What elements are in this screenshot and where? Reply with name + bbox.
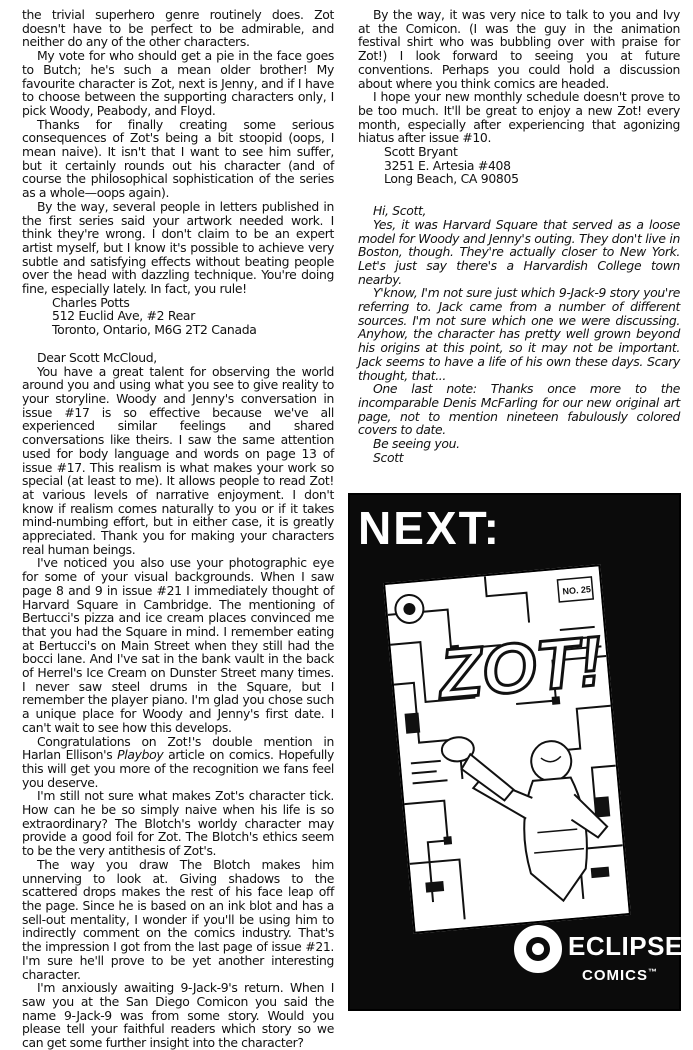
letter2-paragraph-4: I'm still not sure what makes Zot's character tick. How can he be so simply naive when his life is so extraordinary? The Blotch's worldy character may provide a good foil for Zot. The Blotch's ethics seem to be the very antithesis of Zot's. <box>22 788 334 859</box>
eclipse-logo-icon <box>514 925 562 973</box>
letter1-signature-name: Charles Potts <box>52 294 130 310</box>
letter2-paragraph-3 <box>22 735 334 790</box>
letter1-paragraph-3: Thanks for finally creating some serious consequences of Zot's being a bit stoopid (oops, I mean naive). It isn't that I want to see him suffer, but it certainly rounds out his character (and of course the philosophical sophistication of the series as a whole—oops again). <box>22 116 334 201</box>
p7-part-a: Congratulations on Zot!'s double mention in Harlan Ellison's <box>22 733 334 763</box>
letter2-paragraph-5: The way you draw The Blotch makes him unnerving to look at. Giving shadows to the scattered drops makes the rest of his face leap off the page. Since he is based on an ink blot and has a sell-out mentality, I wonder if you'll be using him to indirectly comment on the comics industry. That's the impression I got from the last page of issue #21. I'm sure he'll prove to be yet another interesting character. <box>22 856 334 982</box>
next-issue-ad <box>348 493 681 1011</box>
reply-paragraph-1: Yes, it was Harvard Square that served as a loose model for Woody and Jenny's outing. They don't live in Boston, though. They're actually closer to New York. Let's just say there's a Harvardish College town nearby. <box>358 216 680 287</box>
reply-closing: Be seeing you. <box>373 436 460 452</box>
letter2-paragraph-1: You have a great talent for observing the world around you and using what you see to give reality to your storyline. Woody and Jenny's conversation in issue #17 is so effective because we've all experienced similar feelings and shared conversations like theirs. I saw the same attention used for body language and words on page 13 of issue #17. This realism is what makes your work so special (at least to me). It allows people to read Zot! at various levels of narrative enjoyment. I don't know if realism comes naturally to you or if it takes mind-numbing effort, but in either case, it is greatly appreciated. Thank you for making your characters real human beings. <box>22 363 334 557</box>
p7-magazine-title: Playboy <box>117 747 164 763</box>
letter2-signature-name: Scott Bryant <box>384 144 458 160</box>
letter2-paragraph-2: I've noticed you also use your photographic eye for some of your visual backgrounds. When I saw page 8 and 9 in issue #21 I immediately thought of Harvard Square in Cambridge. The mentioning of Bertucci's pizza and ice cream places convinced me that you had the Square in mind. I remember eating at Bertucci's on Main Street when they still had the bocci lane. And I've sat in the bank vault in the back of Herrel's Ice Cream on Dunster Street many times. I never saw steel drums in the Square, but I remember the player piano. I'm glad you chose such a unique place for Woody and Jenny's first date. I can't wait to see how this develops. <box>22 555 334 735</box>
next-issue-cover-image <box>383 564 631 934</box>
p7-part-c: article on comics. Hopefully this will get you more of the recognition we fans feel you deserve. <box>22 747 334 790</box>
spacer <box>22 337 334 351</box>
letter2-signature-address-2: Long Beach, CA 90805 <box>384 171 519 187</box>
eclipse-comics-logo <box>508 913 683 1001</box>
letter2-paragraph-6: I'm anxiously awaiting 9-Jack-9's return. When I saw you at the San Diego Comicon you said the name 9-Jack-9 was from some story. Would you please tell your faithful readers which story so we can get some further insight into the character? <box>22 980 334 1050</box>
reply-closing-name: Scott <box>373 449 404 465</box>
cover-title: ZOT! <box>435 621 606 714</box>
letters-right-column <box>358 8 680 465</box>
letter2-paragraph-8: I hope your new monthly schedule doesn't prove to be too much. It'll be great to enjoy a new Zot! every month, especially after experiencing that agonizing hiatus after issue #10. <box>358 89 680 146</box>
letter1-signature-address-2: Toronto, Ontario, M6G 2T2 Canada <box>52 322 257 338</box>
letter1-signature-address-1: 512 Euclid Ave, #2 Rear <box>52 308 196 324</box>
publisher-sub: COMICS™ <box>582 967 658 984</box>
letter1-paragraph-2: My vote for who should get a pie in the face goes to Butch; he's such a mean older brother! My favourite character is Zot, next is Jenny, and if I have to choose between the supporting characters only, I pick Woody, Peabody, and Floyd. <box>22 48 334 118</box>
reply-paragraph-2: Y'know, I'm not sure just which 9-Jack-9 story you're referring to. Jack came from a number of different sources. I'm not sure which one we were discussing. Anyhow, the character has pretty well grown beyond his origins at this point, so it may not be important. Jack seems to have a life of his own these days. Scary thought, that... <box>358 285 680 383</box>
letter2-paragraph-7: By the way, it was very nice to talk to you and Ivy at the Comicon. (I was the guy in the animation festival shirt who was bubbling over with praise for Zot!) I look forward to seeing you at future conventions. Perhaps you could hold a discussion about where you think comics are headed. <box>358 7 680 91</box>
reply-paragraph-3: One last note: Thanks once more to the incomparable Denis McFarling for our new original art page, not to mention nineteen fabulously colored covers to date. <box>358 381 680 438</box>
letter2-salutation: Dear Scott McCloud, <box>37 349 157 365</box>
letter2-signature-address-1: 3251 E. Artesia #408 <box>384 157 511 173</box>
letter1-paragraph-4: By the way, several people in letters published in the first series said your artwork needed work. I think they're wrong. I don't claim to be an expert artist myself, but I know it's possible to achieve very subtle and satisfying effects without beating people over the head with dazzling technique. You're doing fine, especially lately. In fact, you rule! <box>22 198 334 297</box>
ad-title: NEXT: <box>358 502 501 554</box>
letters-left-column <box>22 8 334 1050</box>
cover-issue-number: NO. 25 <box>562 584 592 597</box>
cover-art-illustration <box>385 566 629 931</box>
reply-salutation: Hi, Scott, <box>373 203 427 219</box>
spacer <box>358 186 680 204</box>
publisher-name: ECLIPSE <box>568 931 683 961</box>
letter1-paragraph-1: the trivial superhero genre routinely does. Zot doesn't have to be perfect to be admirable, and neither do any of the other characters. <box>22 7 334 50</box>
